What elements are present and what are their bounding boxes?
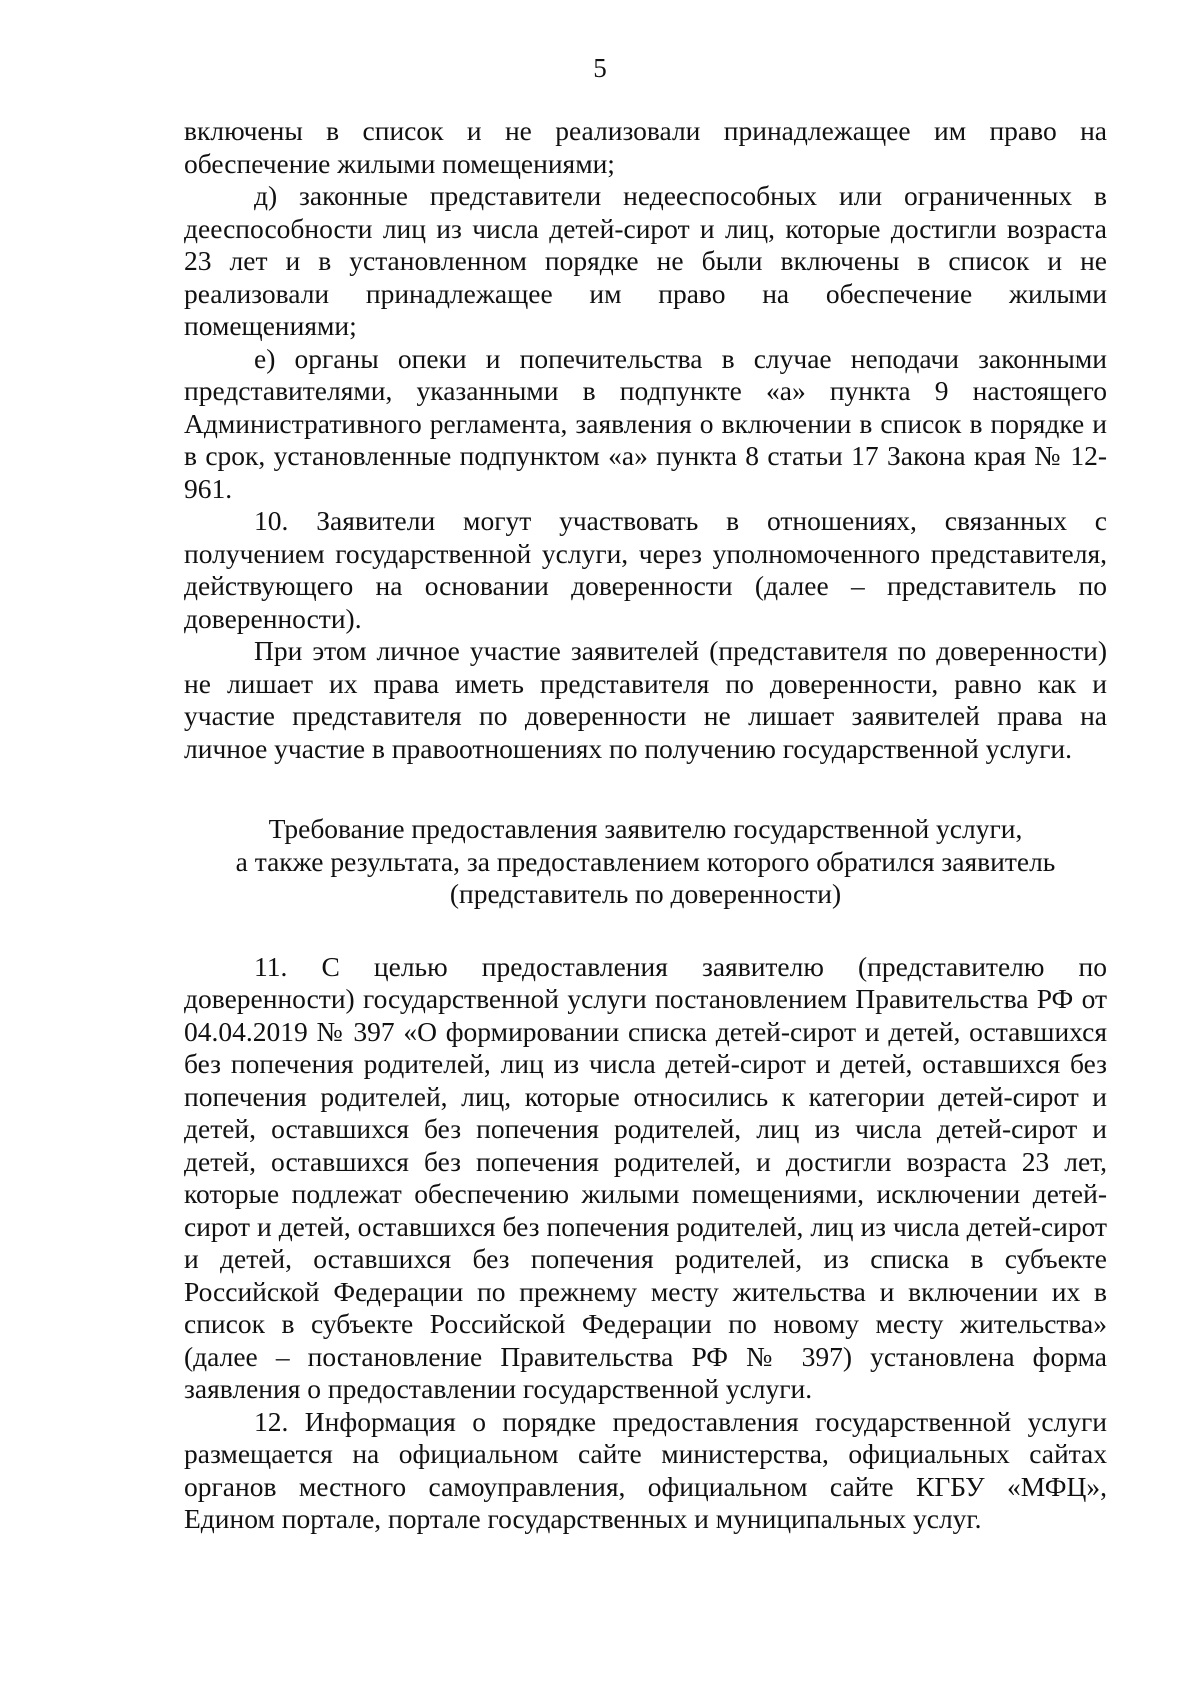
paragraph-item-e: е) органы опеки и попечительства в случае неподачи законными представителями, указанными в подпункте «а» пункта 9 настоящего Административного регламента, заявления о включении в список в порядке и в срок, установленные подпунктом «а» пункта 8 статьи 17 Закона края № 12-961. <box>184 342 1107 504</box>
page-number: 5 <box>593 53 607 83</box>
paragraph-12: 12. Информация о порядке предоставления государственной услуги размещается на официальном сайте министерства, официальных сайтах органов местного самоуправления, официальном сайте КГБУ «МФЦ», Едином портале, портале государственных и муниципальных услуг. <box>184 1405 1107 1534</box>
paragraph-continuation: включены в список и не реализовали принадлежащее им право на обеспечение жилыми помещениями; <box>184 115 1107 179</box>
section-heading-line-1: Требование предоставления заявителю государственной услуги, <box>268 813 1023 844</box>
paragraph-10: 10. Заявители могут участвовать в отношениях, связанных с получением государственной услуги, через уполномоченного представителя, действующего на основании доверенности (далее – представитель по доверенности). <box>184 505 1107 634</box>
document-body <box>184 115 1107 1536</box>
paragraph-10-continuation: При этом личное участие заявителей (представителя по доверенности) не лишает их права иметь представителя по доверенности, равно как и участие представителя по доверенности не лишает заявителей права на личное участие в правоотношениях по получению государственной услуги. <box>184 635 1107 764</box>
paragraph-11: 11. С целью предоставления заявителю (представителю по доверенности) государственной услуги постановлением Правительства РФ от 04.04.2019 № 397 «О формировании списка детей-сирот и детей, оставшихся без попечения родителей, лиц из числа детей-сирот и детей, оставшихся без попечения родителей, лиц, которые относились к категории детей-сирот и детей, оставшихся без попечения родителей, лиц из числа детей-сирот и детей, оставшихся без попечения родителей, и достигли возраста 23 лет, которые подлежат обеспечению жилыми помещениями, исключении детей-сирот и детей, оставшихся без попечения родителей, лиц из числа детей-сирот и детей, оставшихся без попечения родителей, из списка в субъекте Российской Федерации по прежнему месту жительства и включении их в список в субъекте Российской Федерации по новому месту жительства» (далее – постановление Правительства РФ № 397) установлена форма заявления о предоставлении государственной услуги. <box>184 950 1107 1404</box>
section-heading-line-3: (представитель по доверенности) <box>449 878 842 909</box>
paragraph-item-d: д) законные представители недееспособных или ограниченных в дееспособности лиц из числа детей-сирот и лиц, которые достигли возраста 23 лет и в установленном порядке не были включены в список и не реализовали принадлежащее им право на обеспечение жилыми помещениями; <box>184 180 1107 341</box>
section-heading-line-2: а также результата, за предоставлением которого обратился заявитель <box>235 845 1056 877</box>
section-heading <box>184 813 1107 911</box>
